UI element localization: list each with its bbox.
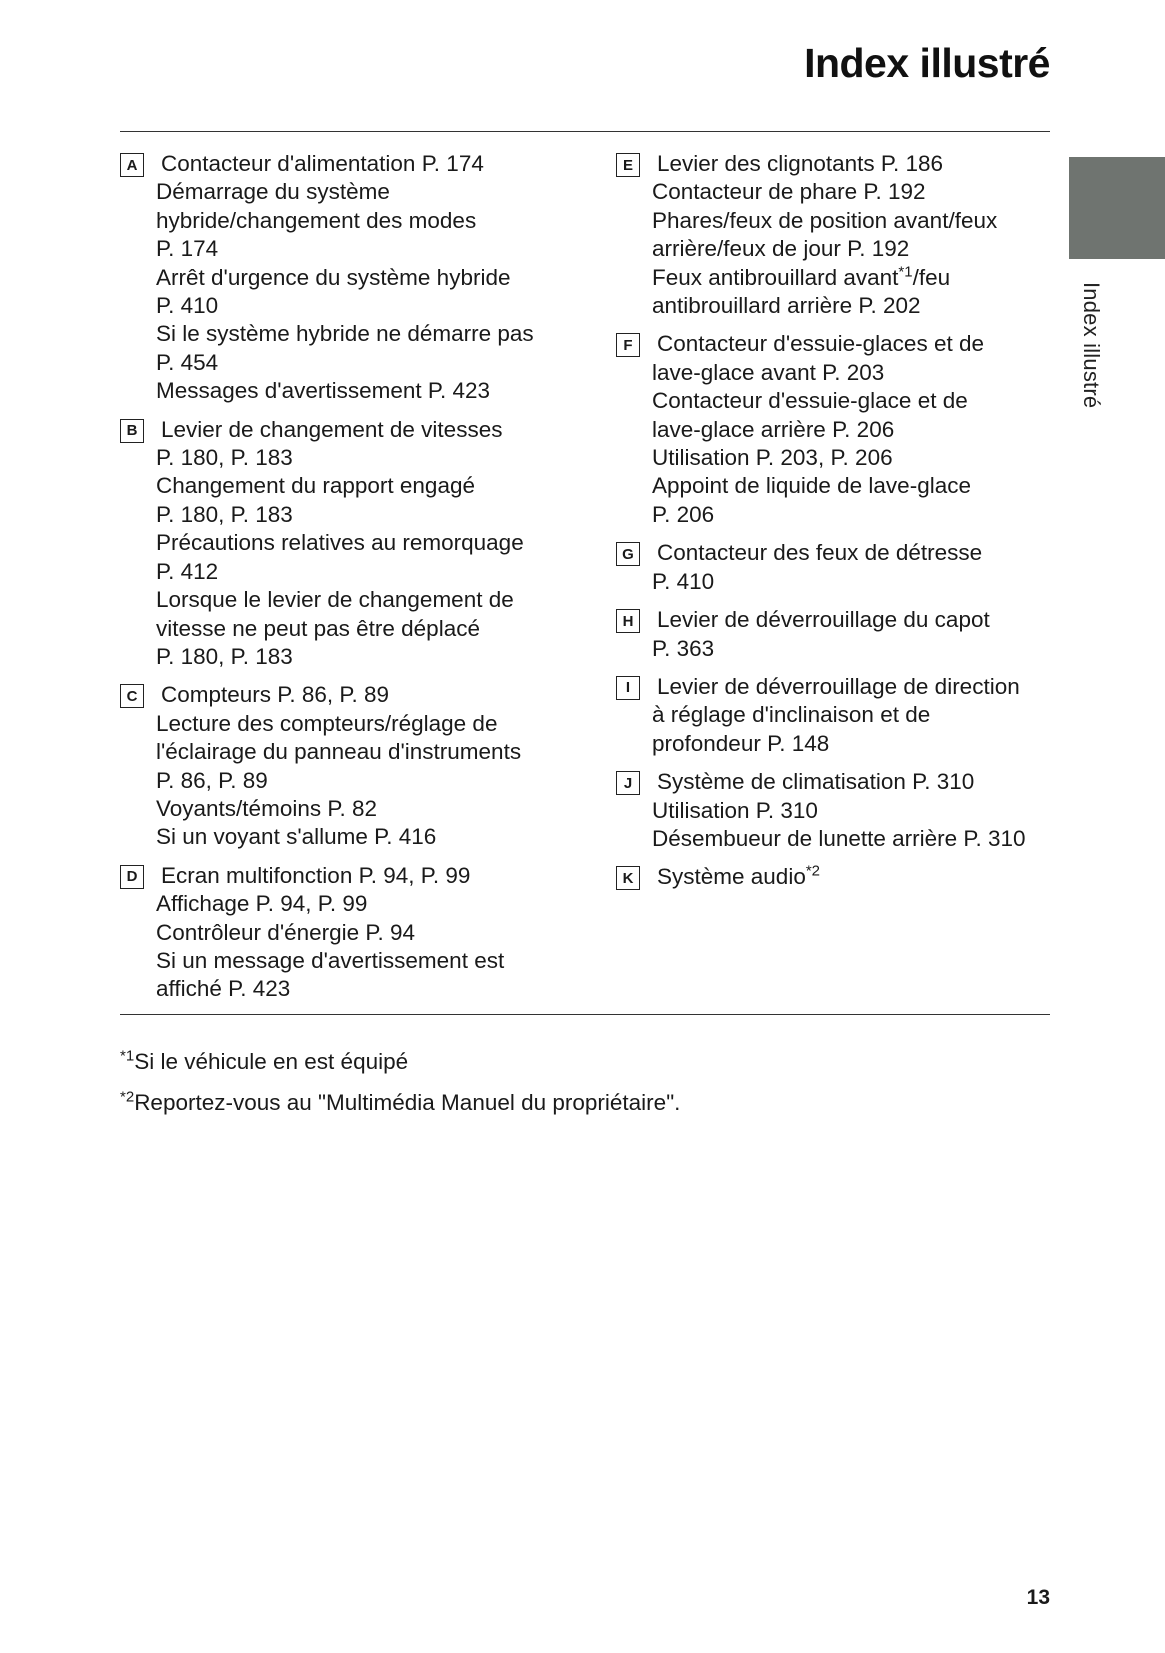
index-line: Phares/feux de position avant/feux (652, 207, 998, 233)
footnote-text: Si le véhicule en est équipé (134, 1049, 409, 1074)
section-heading: Levier des clignotants P. 186 (657, 151, 944, 176)
index-section-c (120, 681, 560, 851)
index-line: P. 174 (156, 236, 219, 262)
index-line: lave-glace avant P. 203 (652, 359, 885, 385)
left-column (120, 150, 560, 1014)
section-heading: Levier de déverrouillage du capot (657, 607, 990, 633)
top-divider (120, 131, 1050, 132)
section-heading-audio (657, 863, 1056, 891)
index-line: Affichage P. 94, P. 99 (156, 891, 368, 917)
index-line: P. 410 (156, 293, 219, 319)
index-line: l'éclairage du panneau d'instruments (156, 739, 522, 765)
fog-text-b: /feu (912, 264, 951, 290)
index-section-b (120, 416, 560, 672)
section-heading: Contacteur des feux de détresse (657, 540, 983, 566)
index-line: P. 410 (652, 568, 715, 594)
section-letter-badge: H (616, 609, 640, 633)
index-line: Utilisation P. 203, P. 206 (652, 445, 893, 471)
index-section-d (120, 862, 560, 1004)
index-section-f (616, 330, 1056, 529)
section-heading: Système audio (657, 864, 806, 890)
section-heading: Contacteur d'alimentation P. 174 (161, 151, 484, 176)
section-tab (1069, 157, 1165, 259)
section-letter-badge: G (616, 542, 640, 566)
index-line-fog-lights (652, 264, 1056, 292)
index-line: arrière/feux de jour P. 192 (652, 236, 910, 262)
section-letter-badge: A (120, 153, 144, 177)
index-section-e (616, 150, 1056, 320)
index-line: Changement du rapport engagé (156, 473, 475, 499)
index-line: affiché P. 423 (156, 976, 291, 1002)
section-heading: Système de climatisation P. 310 (657, 769, 975, 795)
index-line: Si un message d'avertissement est (156, 947, 505, 973)
section-tab-label: Index illustré (1079, 282, 1104, 409)
footnote-ref: *1 (898, 263, 913, 281)
section-letter-badge: J (616, 771, 640, 795)
index-line: Contrôleur d'énergie P. 94 (156, 919, 416, 945)
index-line: Démarrage du système (156, 179, 390, 205)
section-letter-badge: I (616, 676, 640, 700)
index-line: P. 180, P. 183 (156, 501, 293, 527)
footnote-mark: *1 (120, 1047, 135, 1065)
footnote-ref: *2 (805, 862, 821, 880)
index-line: P. 363 (652, 635, 715, 661)
index-line: Si un voyant s'allume P. 416 (156, 824, 437, 850)
index-line: P. 86, P. 89 (156, 767, 268, 793)
page-title: Index illustré (804, 40, 1050, 86)
index-line: antibrouillard arrière P. 202 (652, 293, 921, 319)
index-line: profondeur P. 148 (652, 730, 830, 756)
index-line: Contacteur de phare P. 192 (652, 179, 926, 205)
index-line: P. 412 (156, 558, 219, 584)
index-line: hybride/changement des modes (156, 207, 477, 233)
footnote-text: Reportez-vous au "Multimédia Manuel du propriétaire". (134, 1090, 681, 1115)
index-line: Utilisation P. 310 (652, 797, 818, 823)
index-line: Désembueur de lunette arrière P. 310 (652, 825, 1026, 851)
index-line: Contacteur d'essuie-glace et de (652, 388, 968, 414)
index-section-g (616, 539, 1056, 596)
section-heading: Levier de changement de vitesses (161, 416, 503, 442)
index-line: Arrêt d'urgence du système hybride (156, 264, 511, 290)
index-section-i (616, 673, 1056, 758)
section-letter-badge: E (616, 153, 640, 177)
index-section-a (120, 150, 560, 406)
index-line: Lorsque le levier de changement de (156, 587, 514, 613)
index-section-k (616, 863, 1056, 891)
section-letter-badge: C (120, 684, 144, 708)
index-line: P. 180, P. 183 (156, 445, 293, 471)
section-letter-badge: K (616, 866, 640, 890)
footnote-1 (120, 1048, 680, 1076)
index-line: Lecture des compteurs/réglage de (156, 710, 498, 736)
index-line: P. 180, P. 183 (156, 643, 293, 669)
index-section-j (616, 768, 1056, 853)
index-line: P. 454 (156, 349, 219, 375)
section-letter-badge: D (120, 865, 144, 889)
page-number: 13 (1026, 1586, 1050, 1609)
right-column (616, 150, 1056, 902)
section-letter-badge: F (616, 333, 640, 357)
section-letter-badge: B (120, 419, 144, 443)
section-heading: Compteurs P. 86, P. 89 (161, 682, 390, 708)
index-line: vitesse ne peut pas être déplacé (156, 615, 480, 641)
index-line: Si le système hybride ne démarre pas (156, 321, 534, 347)
bottom-divider (120, 1014, 1050, 1015)
section-heading: Contacteur d'essuie-glaces et de (657, 331, 984, 357)
section-heading: Ecran multifonction P. 94, P. 99 (161, 862, 471, 888)
footnote-mark: *2 (120, 1088, 135, 1106)
index-line: Précautions relatives au remorquage (156, 530, 524, 556)
fog-text-a: Feux antibrouillard avant (652, 264, 899, 290)
index-line: à réglage d'inclinaison et de (652, 702, 931, 728)
index-line: P. 206 (652, 501, 715, 527)
footnote-2 (120, 1089, 680, 1117)
index-line: Messages d'avertissement P. 423 (156, 378, 491, 404)
index-line: lave-glace arrière P. 206 (652, 416, 895, 442)
index-line: Appoint de liquide de lave-glace (652, 473, 971, 499)
footnotes (120, 1048, 680, 1130)
index-section-h (616, 606, 1056, 663)
index-line: Voyants/témoins P. 82 (156, 795, 377, 821)
section-heading: Levier de déverrouillage de direction (657, 673, 1020, 699)
